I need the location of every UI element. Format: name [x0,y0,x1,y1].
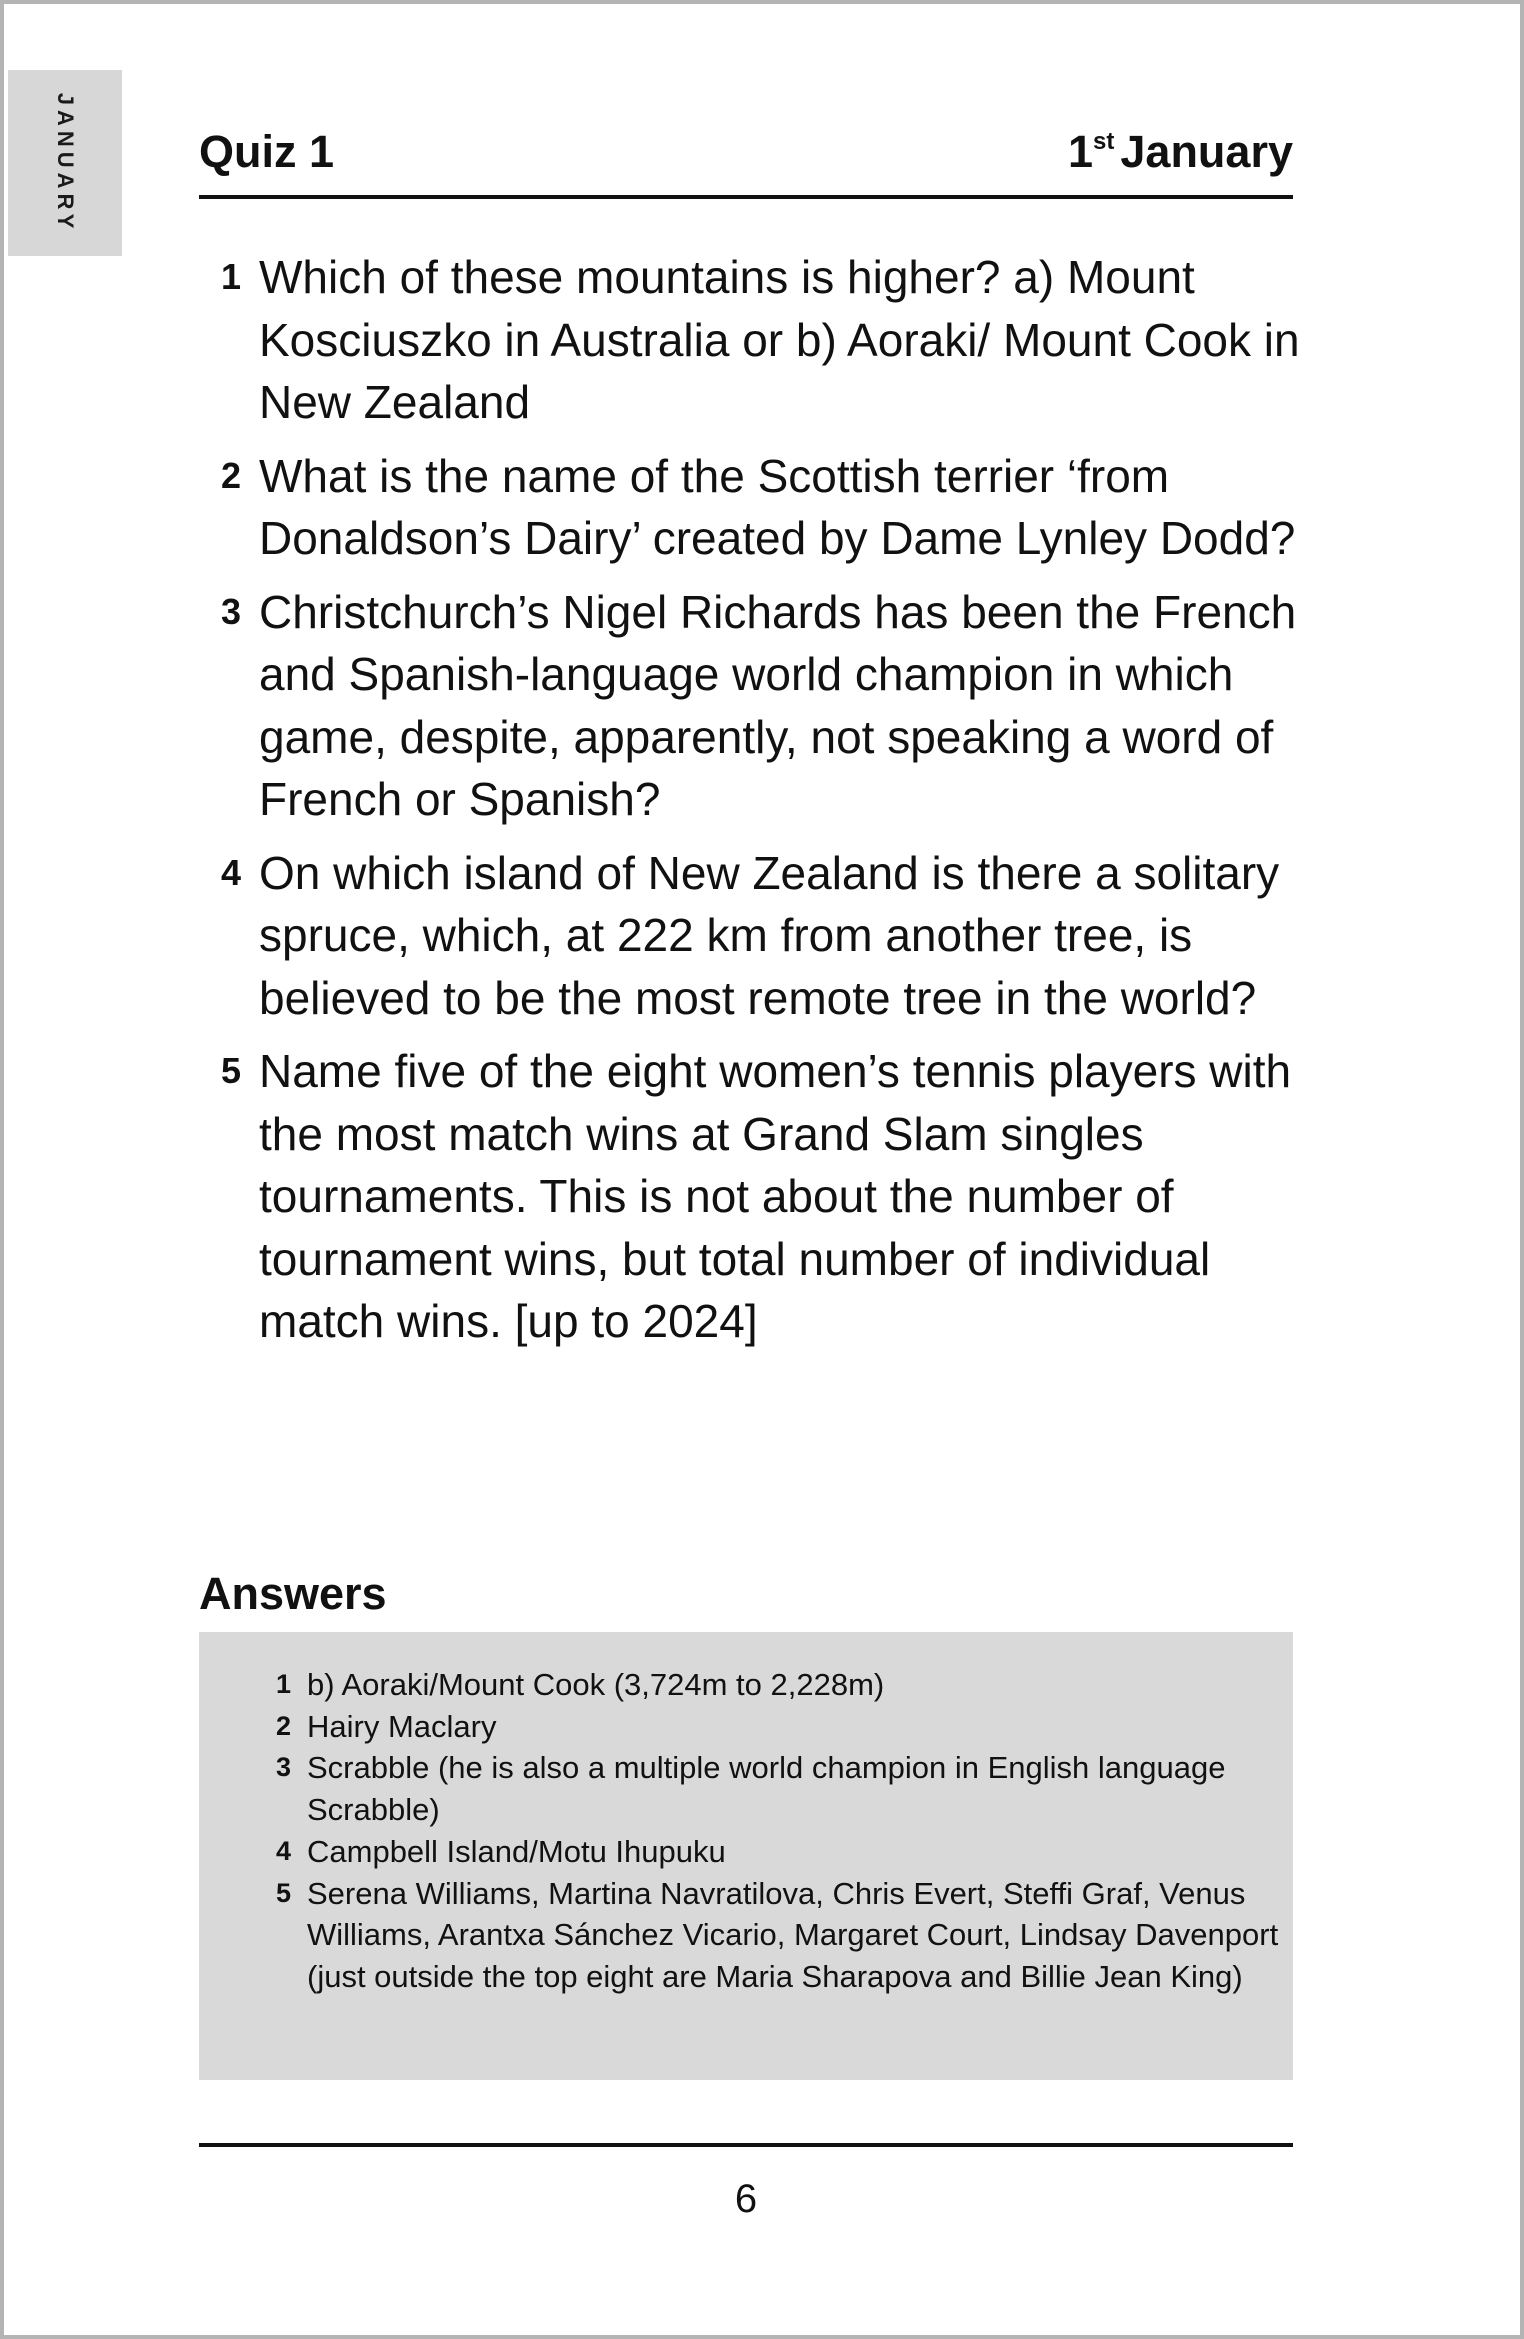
answer-item [259,1873,1279,1998]
question-item [199,842,1309,1030]
quiz-title: Quiz 1 [199,126,335,177]
question-text: On which island of New Zealand is there a solitary spruce, which, at 222 km from another tree, is believed to be the most remote tree in the world? [259,846,1280,1024]
answer-number: 5 [275,1877,291,1908]
answer-item [259,1747,1279,1830]
answer-number: 2 [275,1710,291,1741]
question-item [199,445,1309,570]
answer-number: 3 [275,1752,291,1783]
question-text: Christchurch’s Nigel Richards has been the French and Spanish-language world champion in which game, despite, apparently, not speaking a word of French or Spanish? [259,585,1297,825]
page-header [199,122,1293,182]
question-item [199,1040,1309,1353]
answer-item [259,1706,1279,1748]
answers-box [199,1632,1293,2080]
question-number: 2 [220,454,241,496]
quiz-date [1068,122,1293,182]
header-divider [199,195,1293,199]
question-number: 5 [220,1050,241,1091]
answer-text: b) Aoraki/Mount Cook (3,724m to 2,228m) [307,1667,885,1702]
date-suffix: st [1093,128,1115,155]
answer-item [259,1831,1279,1873]
answer-number: 4 [275,1835,291,1866]
question-list [199,246,1309,1364]
answer-text: Hairy Maclary [307,1708,497,1744]
answer-text: Scrabble (he is also a multiple world champion in English language Scrabble) [307,1750,1226,1828]
answers-heading: Answers [199,1568,387,1619]
page-number: 6 [734,2177,758,2221]
question-number: 3 [220,590,241,632]
answer-text: Serena Williams, Martina Navratilova, Chris Evert, Steffi Graf, Venus Williams, Arantxa Sánchez Vicario, Margaret Court, Lindsay Davenport (just outside the top eight are Maria Sharapova and Billie Jean King) [307,1875,1279,1994]
date-month: January [1120,126,1293,177]
answer-item [259,1664,1279,1706]
month-tab-label: JANUARY [53,92,78,234]
question-number: 4 [220,851,241,893]
month-tab [8,70,122,256]
answer-list [259,1664,1279,1998]
answer-number: 1 [275,1669,291,1699]
question-item [199,581,1309,831]
question-text: Which of these mountains is higher? a) Mount Kosciuszko in Australia or b) Aoraki/ Mount Cook in New Zealand [259,251,1300,428]
date-day: 1 [1068,126,1094,177]
question-text: What is the name of the Scottish terrier ‘from Donaldson’s Dairy’ created by Dame Lynley Dodd? [259,449,1296,564]
answer-text: Campbell Island/Motu Ihupuku [307,1833,726,1869]
footer-divider [199,2143,1293,2147]
question-number: 1 [220,256,241,297]
question-text: Name five of the eight women’s tennis players with the most match wins at Grand Slam singles tournaments. This is not about the number of tournament wins, but total number of individual match wins. [up to 2024] [259,1045,1292,1347]
question-item [199,246,1309,434]
